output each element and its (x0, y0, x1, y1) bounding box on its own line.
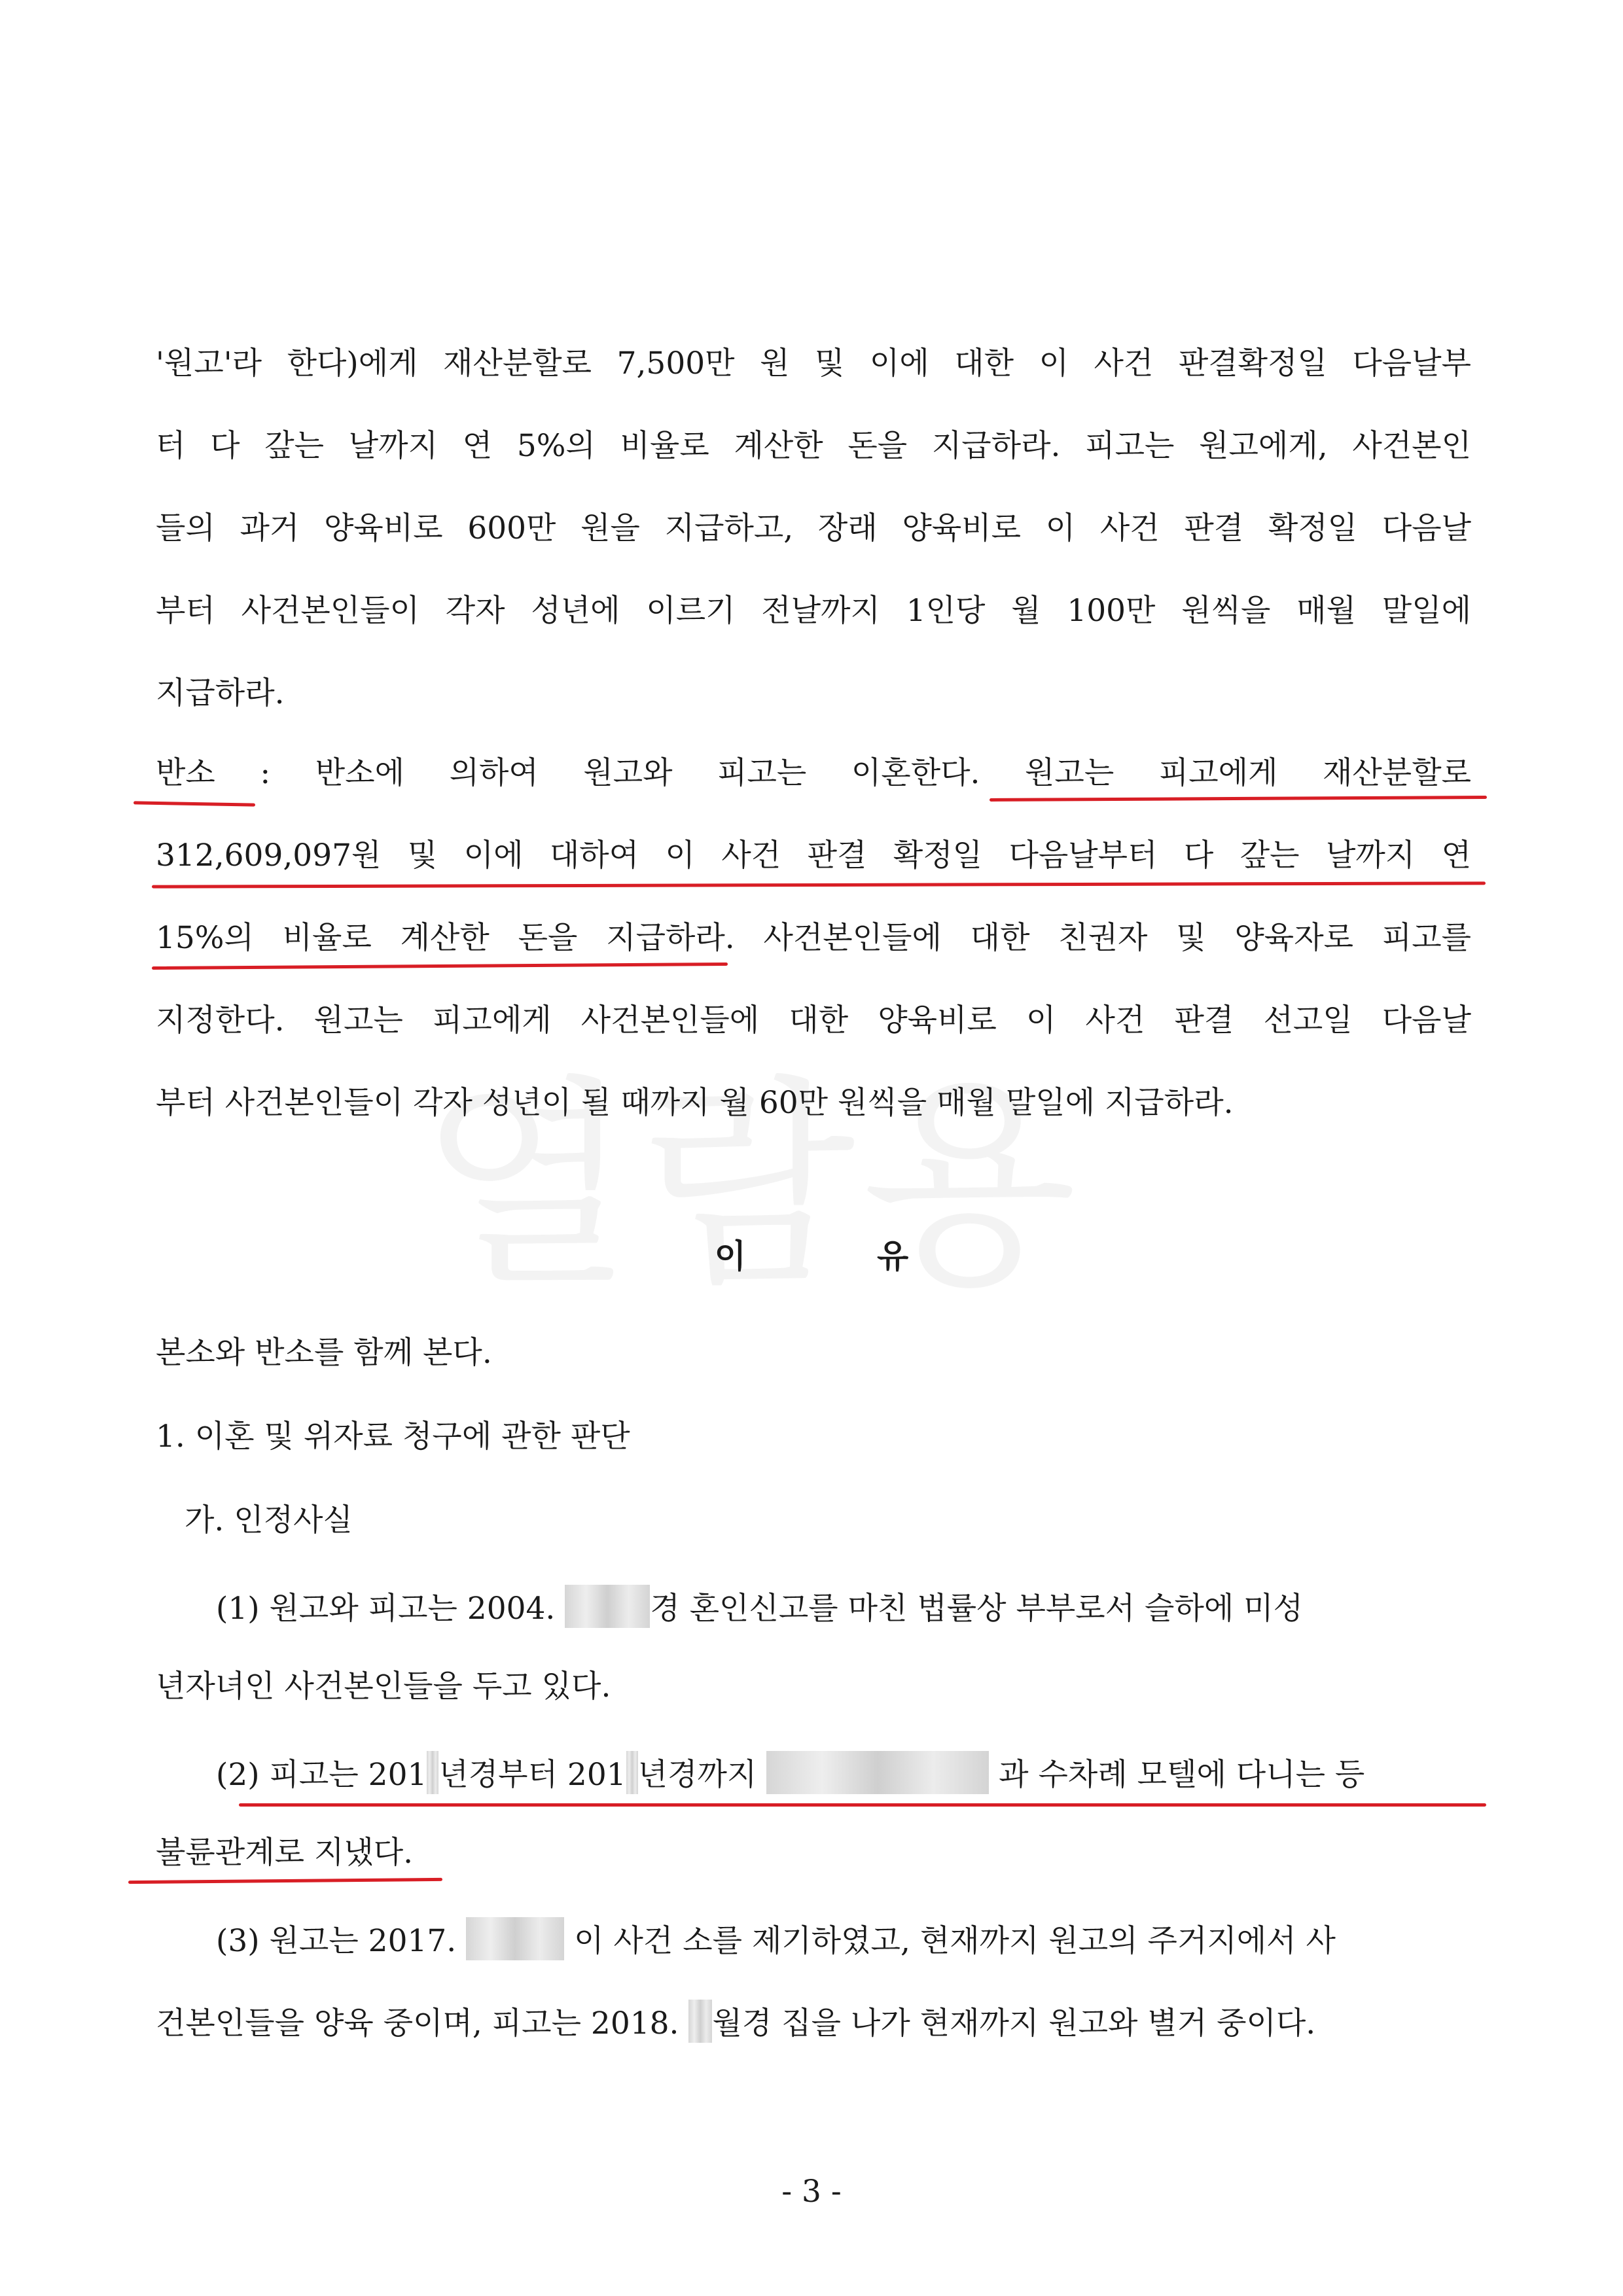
fact-item-2-cont: 불륜관계로 지냈다. (156, 1835, 414, 1871)
redacted-block (766, 1751, 989, 1794)
subsection-title: 가. 인정사실 (185, 1502, 353, 1538)
text-line-counterclaim: 반소 : 반소에 의하여 원고와 피고는 이혼한다. 원고는 피고에게 재산분할로 (156, 755, 1471, 791)
text-line-4: 부터 사건본인들이 각자 성년에 이르기 전날까지 1인당 월 100만 원씩을 매월 말일에 (156, 593, 1471, 629)
fact-item-2-mid2: 년경까지 (637, 1757, 757, 1793)
redacted-block (565, 1585, 650, 1628)
annotation-underline (152, 963, 728, 970)
redacted-block (427, 1751, 438, 1794)
annotation-underline (128, 1878, 442, 1884)
annotation-underline (152, 881, 1486, 888)
watermark (419, 1008, 1083, 1327)
heading-char-right: 유 (877, 1237, 909, 1275)
annotation-underline (239, 1803, 1486, 1807)
text-line-7: 312,609,097원 및 이에 대하여 이 사건 판결 확정일 다음날부터 다 갚는 날까지 연 (156, 838, 1471, 874)
redacted-block (626, 1751, 638, 1794)
text-line-9: 지정한다. 원고는 피고에게 사건본인들에 대한 양육비로 이 사건 판결 선고일 다음날 (156, 1002, 1471, 1038)
fact-item-1-cont: 년자녀인 사건본인들을 두고 있다. (156, 1669, 611, 1704)
page-number: - 3 - (781, 2174, 842, 2210)
fact-item-2-mid: 년경부터 201 (438, 1757, 626, 1793)
fact-item-3 (216, 1917, 1471, 1961)
text-line-5: 지급하라. (156, 675, 285, 711)
fact-item-3-cont-end: 월경 집을 나가 현재까지 원고와 별거 중이다. (712, 2005, 1316, 2041)
text-line-1: '원고'라 한다)에게 재산분할로 7,500만 원 및 이에 대한 이 사건 판결확정일 다음날부 (156, 345, 1471, 381)
section-title: 1. 이혼 및 위자료 청구에 관한 판단 (156, 1419, 630, 1455)
heading-char-left: 이 (714, 1237, 746, 1275)
text-line-8: 15%의 비율로 계산한 돈을 지급하라. 사건본인들에 대한 친권자 및 양육자로 피고를 (156, 920, 1471, 956)
annotation-underline (134, 801, 255, 806)
fact-item-3-cont-start: 건본인들을 양육 중이며, 피고는 2018. (156, 2005, 679, 2041)
intro-text: 본소와 반소를 함께 본다. (156, 1335, 492, 1371)
fact-item-1-end: 경 혼인신고를 마친 법률상 부부로서 슬하에 미성 (650, 1591, 1303, 1627)
fact-item-2-start: (2) 피고는 201 (216, 1757, 427, 1793)
fact-item-2-end: 과 수차례 모텔에 다니는 등 (999, 1757, 1365, 1793)
fact-item-1-start: (1) 원고와 피고는 2004. (216, 1591, 556, 1627)
fact-item-3-cont (156, 2000, 1471, 2043)
fact-item-2 (216, 1751, 1471, 1795)
redacted-block (688, 2000, 712, 2043)
text-line-3: 들의 과거 양육비로 600만 원을 지급하고, 장래 양육비로 이 사건 판결 확정일 다음날 (156, 510, 1471, 546)
text-line-10: 부터 사건본인들이 각자 성년이 될 때까지 월 60만 원씩을 매월 말일에 지급하라. (156, 1085, 1234, 1121)
fact-item-3-start: (3) 원고는 2017. (216, 1923, 457, 1959)
redacted-block (466, 1917, 564, 1960)
section-heading (0, 1237, 1623, 1276)
annotation-underline (990, 796, 1487, 802)
text-line-2: 터 다 갚는 날까지 연 5%의 비율로 계산한 돈을 지급하라. 피고는 원고에게, 사건본인 (156, 428, 1471, 464)
fact-item-1 (216, 1585, 1471, 1629)
fact-item-3-end: 이 사건 소를 제기하였고, 현재까지 원고의 주거지에서 사 (574, 1923, 1336, 1959)
